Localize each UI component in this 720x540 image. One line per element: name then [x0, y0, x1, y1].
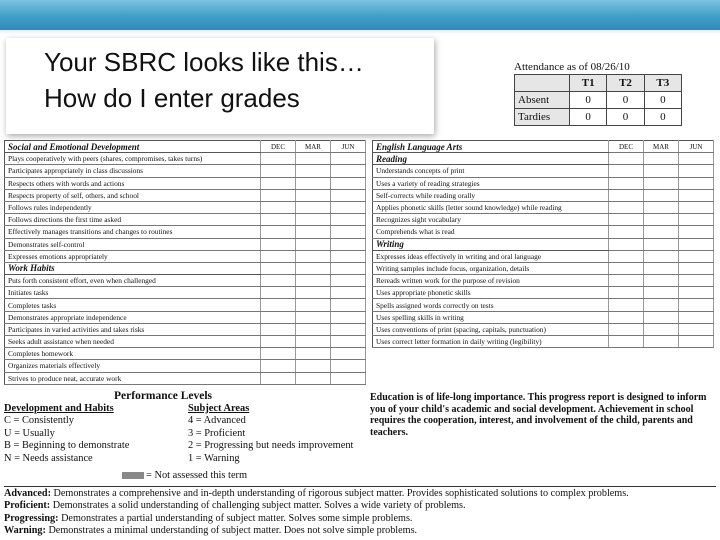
title-line-1: Your SBRC looks like this…	[44, 47, 364, 77]
section-header-row	[5, 141, 366, 153]
grade-cell	[261, 360, 296, 372]
grade-cell	[296, 214, 331, 226]
grade-cell	[331, 336, 366, 348]
grade-cell	[261, 262, 296, 274]
grade-cell	[331, 348, 366, 360]
grade-cell	[679, 153, 714, 165]
skill-label: Respects others with words and actions	[5, 177, 261, 189]
grade-cell	[261, 311, 296, 323]
section-header-row	[373, 141, 714, 153]
term-header: JUN	[679, 141, 714, 153]
grade-cell	[609, 214, 644, 226]
attendance-header-cell: T1	[570, 75, 607, 92]
grade-cell	[296, 323, 331, 335]
grade-cell	[261, 214, 296, 226]
skill-label: Completes homework	[5, 348, 261, 360]
grade-cell	[609, 177, 644, 189]
gray-swatch-icon	[122, 472, 144, 479]
skill-label: Understands concepts of print	[373, 165, 609, 177]
skill-label: Uses conventions of print (spacing, capitals, punctuation)	[373, 323, 609, 335]
attendance-cell: 0	[607, 92, 644, 109]
skill-row	[5, 250, 366, 262]
attendance-cell: 0	[607, 109, 644, 126]
skill-row	[5, 201, 366, 213]
definition-term: Progressing:	[4, 512, 59, 524]
grade-cell	[679, 238, 714, 250]
grade-cell	[261, 336, 296, 348]
grade-cell	[679, 214, 714, 226]
section-title: English Language Arts	[373, 141, 609, 153]
slide-header-bar	[0, 0, 720, 30]
development-key-item: U = Usually	[4, 427, 55, 439]
skill-row	[5, 165, 366, 177]
attendance-header-cell: T3	[644, 75, 681, 92]
grade-cell	[644, 299, 679, 311]
skill-row	[5, 323, 366, 335]
grade-cell	[296, 299, 331, 311]
skill-row	[373, 262, 714, 274]
grade-cell	[331, 287, 366, 299]
grade-cell	[679, 165, 714, 177]
skill-row	[5, 177, 366, 189]
grade-cell	[331, 275, 366, 287]
grade-cell	[261, 153, 296, 165]
grade-cell	[331, 153, 366, 165]
subsection-header-row	[5, 262, 366, 274]
grade-cell	[644, 201, 679, 213]
grade-cell	[644, 226, 679, 238]
grade-cell	[296, 250, 331, 262]
grade-cell	[261, 201, 296, 213]
skill-row	[373, 201, 714, 213]
title-line-2: How do I enter grades	[44, 83, 300, 113]
skill-row	[373, 323, 714, 335]
grade-cell	[609, 287, 644, 299]
grade-cell	[644, 311, 679, 323]
grade-cell	[679, 275, 714, 287]
grade-cell	[331, 262, 366, 274]
subsection-header-row	[373, 153, 714, 165]
term-header: DEC	[609, 141, 644, 153]
skill-label: Effectively manages transitions and changes to routines	[5, 226, 261, 238]
subsection-title: Writing	[373, 238, 609, 250]
skill-label: Rereads written work for the purpose of revision	[373, 275, 609, 287]
grade-cell	[609, 153, 644, 165]
skill-label: Initiates tasks	[5, 287, 261, 299]
skill-row	[5, 153, 366, 165]
grade-cell	[609, 336, 644, 348]
not-assessed-key	[122, 470, 247, 481]
grade-cell	[644, 214, 679, 226]
skill-label: Applies phonetic skills (letter sound knowledge) while reading	[373, 201, 609, 213]
grade-cell	[296, 177, 331, 189]
term-header: MAR	[644, 141, 679, 153]
subject-areas-header: Subject Areas	[188, 403, 250, 414]
skill-label: Respects property of self, others, and school	[5, 189, 261, 201]
grade-cell	[296, 201, 331, 213]
attendance-cell: 0	[570, 109, 607, 126]
definition-text: Demonstrates a solid understanding of challenging subject matter. Solves a wide variety of problems.	[50, 500, 466, 512]
skill-row	[5, 299, 366, 311]
term-header: MAR	[296, 141, 331, 153]
grade-cell	[679, 201, 714, 213]
skill-row	[5, 360, 366, 372]
skill-row	[373, 311, 714, 323]
grade-cell	[261, 323, 296, 335]
attendance-row-label: Absent	[515, 92, 570, 109]
grade-cell	[679, 262, 714, 274]
grade-cell	[261, 189, 296, 201]
skill-label: Expresses emotions appropriately	[5, 250, 261, 262]
skill-label: Seeks adult assistance when needed	[5, 336, 261, 348]
grade-cell	[261, 348, 296, 360]
skill-label: Expresses ideas effectively in writing and oral language	[373, 250, 609, 262]
attendance-cell: 0	[644, 92, 681, 109]
skill-row	[373, 189, 714, 201]
development-habits-key	[4, 403, 129, 465]
grade-cell	[679, 311, 714, 323]
grade-cell	[609, 165, 644, 177]
grade-cell	[679, 323, 714, 335]
section-title: Social and Emotional Development	[5, 141, 261, 153]
grade-cell	[644, 238, 679, 250]
attendance-cell: 0	[644, 109, 681, 126]
subsection-title: Reading	[373, 153, 609, 165]
grade-cell	[679, 177, 714, 189]
definition-row	[4, 488, 716, 500]
skill-row	[5, 336, 366, 348]
grade-cell	[644, 165, 679, 177]
attendance-cell: 0	[570, 92, 607, 109]
skill-row	[5, 275, 366, 287]
grade-cell	[296, 226, 331, 238]
skill-row	[373, 336, 714, 348]
grade-cell	[679, 336, 714, 348]
social-emotional-table	[4, 140, 366, 385]
skill-row	[5, 311, 366, 323]
grade-cell	[609, 311, 644, 323]
english-language-arts-table	[372, 140, 714, 348]
grade-cell	[296, 360, 331, 372]
grade-cell	[261, 372, 296, 384]
skill-row	[373, 250, 714, 262]
slide-title	[44, 44, 364, 116]
development-key-item: C = Consistently	[4, 415, 74, 427]
grade-cell	[609, 275, 644, 287]
skill-row	[373, 177, 714, 189]
performance-levels	[4, 390, 366, 482]
grade-cell	[296, 275, 331, 287]
grade-cell	[296, 287, 331, 299]
grade-cell	[296, 336, 331, 348]
skill-row	[373, 287, 714, 299]
skill-label: Comprehends what is read	[373, 226, 609, 238]
skill-label: Uses spelling skills in writing	[373, 311, 609, 323]
grade-cell	[679, 226, 714, 238]
skill-row	[373, 214, 714, 226]
level-definitions	[4, 486, 716, 538]
subject-key-item: 4 = Advanced	[188, 415, 246, 427]
not-assessed-label: = Not assessed this term	[146, 470, 248, 481]
attendance-header-cell	[515, 75, 570, 92]
grade-cell	[296, 153, 331, 165]
skill-label: Uses correct letter formation in daily writing (legibility)	[373, 336, 609, 348]
skill-label: Follows rules independently	[5, 201, 261, 213]
skill-label: Recognizes sight vocabulary	[373, 214, 609, 226]
skill-label: Uses a variety of reading strategies	[373, 177, 609, 189]
definition-text: Demonstrates a partial understanding of subject matter. Solves some simple problems.	[58, 512, 413, 524]
grade-cell	[331, 323, 366, 335]
skill-label: Participates appropriately in class discussions	[5, 165, 261, 177]
grade-cell	[609, 201, 644, 213]
term-header: DEC	[261, 141, 296, 153]
skill-row	[373, 275, 714, 287]
grade-cell	[644, 250, 679, 262]
slide-header-shadow	[0, 30, 720, 34]
grade-cell	[296, 262, 331, 274]
skill-row	[373, 165, 714, 177]
performance-title: Performance Levels	[114, 390, 213, 402]
subsection-title: Work Habits	[5, 262, 261, 274]
skill-label: Self-corrects while reading orally	[373, 189, 609, 201]
skill-label: Uses appropriate phonetic skills	[373, 287, 609, 299]
grade-cell	[609, 250, 644, 262]
skill-row	[373, 299, 714, 311]
grade-cell	[644, 153, 679, 165]
attendance-row-label: Tardies	[515, 109, 570, 126]
grade-cell	[609, 262, 644, 274]
definition-row	[4, 513, 716, 525]
grade-cell	[331, 214, 366, 226]
skill-label: Demonstrates appropriate independence	[5, 311, 261, 323]
grade-cell	[644, 336, 679, 348]
grade-cell	[679, 287, 714, 299]
grade-cell	[331, 311, 366, 323]
grade-cell	[609, 323, 644, 335]
skill-row	[5, 214, 366, 226]
title-box	[6, 38, 434, 134]
grade-cell	[644, 189, 679, 201]
grade-cell	[331, 165, 366, 177]
development-habits-header: Development and Habits	[4, 403, 114, 414]
grade-cell	[296, 348, 331, 360]
skill-row	[5, 226, 366, 238]
grade-cell	[609, 226, 644, 238]
grade-cell	[296, 311, 331, 323]
development-key-item: B = Beginning to demonstrate	[4, 440, 130, 452]
skill-label: Puts forth consistent effort, even when challenged	[5, 275, 261, 287]
skill-label: Spells assigned words correctly on tests	[373, 299, 609, 311]
grade-cell	[261, 287, 296, 299]
grade-cell	[261, 250, 296, 262]
skill-row	[5, 348, 366, 360]
grade-cell	[609, 238, 644, 250]
grade-cell	[296, 238, 331, 250]
attendance-caption: Attendance as of 08/26/10	[514, 61, 630, 73]
grade-cell	[331, 299, 366, 311]
attendance-row	[515, 92, 682, 109]
skill-row	[373, 226, 714, 238]
grade-cell	[261, 226, 296, 238]
skill-label: Demonstrates self-control	[5, 238, 261, 250]
grade-cell	[679, 250, 714, 262]
attendance-table	[514, 74, 682, 126]
grade-cell	[609, 189, 644, 201]
grade-cell	[331, 372, 366, 384]
grade-cell	[261, 177, 296, 189]
subject-key-item: 1 = Warning	[188, 452, 240, 464]
definition-text: Demonstrates a minimal understanding of subject matter. Does not solve simple problems.	[45, 525, 418, 537]
grade-cell	[261, 275, 296, 287]
grade-cell	[261, 165, 296, 177]
grade-cell	[331, 189, 366, 201]
attendance-header-row	[515, 75, 682, 92]
term-header: JUN	[331, 141, 366, 153]
grade-cell	[331, 226, 366, 238]
skill-label: Plays cooperatively with peers (shares, compromises, takes turns)	[5, 153, 261, 165]
grade-cell	[331, 250, 366, 262]
subject-key-item: 2 = Progressing but needs improvement	[188, 440, 354, 452]
skill-label: Strives to produce neat, accurate work	[5, 372, 261, 384]
skill-label: Writing samples include focus, organization, details	[373, 262, 609, 274]
skill-row	[5, 372, 366, 384]
education-note: Education is of life-long importance. This progress report is designed to inform you of your child's academic and social development. Achievement in school requires the cooperation, interest, and involvement of the child, parents and teachers.	[370, 392, 707, 438]
definition-term: Advanced:	[4, 488, 51, 499]
grade-cell	[296, 189, 331, 201]
definition-term: Warning:	[4, 525, 46, 537]
attendance-header-cell: T2	[607, 75, 644, 92]
skill-row	[5, 287, 366, 299]
grade-cell	[644, 177, 679, 189]
subject-areas-key	[188, 403, 353, 465]
skill-label: Organizes materials effectively	[5, 360, 261, 372]
development-key-item: N = Needs assistance	[4, 452, 93, 464]
skill-row	[5, 189, 366, 201]
grade-cell	[296, 165, 331, 177]
grade-cell	[331, 360, 366, 372]
definition-text: Demonstrates a comprehensive and in-depth understanding of rigorous subject matter. Provides sophisticated solutions to complex problems.	[50, 488, 629, 499]
grade-cell	[644, 275, 679, 287]
grade-cell	[679, 189, 714, 201]
grade-cell	[331, 177, 366, 189]
grade-cell	[644, 287, 679, 299]
grade-cell	[296, 372, 331, 384]
attendance-row	[515, 109, 682, 126]
skill-row	[5, 238, 366, 250]
grade-cell	[609, 299, 644, 311]
definition-row	[4, 500, 716, 512]
grade-cell	[261, 299, 296, 311]
subsection-header-row	[373, 238, 714, 250]
definition-term: Proficient:	[4, 500, 51, 512]
subject-key-item: 3 = Proficient	[188, 427, 246, 439]
grade-cell	[331, 201, 366, 213]
grade-cell	[331, 238, 366, 250]
skill-label: Completes tasks	[5, 299, 261, 311]
definition-row	[4, 525, 716, 537]
grade-cell	[644, 262, 679, 274]
grade-cell	[679, 299, 714, 311]
grade-cell	[644, 323, 679, 335]
grade-cell	[261, 238, 296, 250]
skill-label: Follows directions the first time asked	[5, 214, 261, 226]
skill-label: Participates in varied activities and takes risks	[5, 323, 261, 335]
